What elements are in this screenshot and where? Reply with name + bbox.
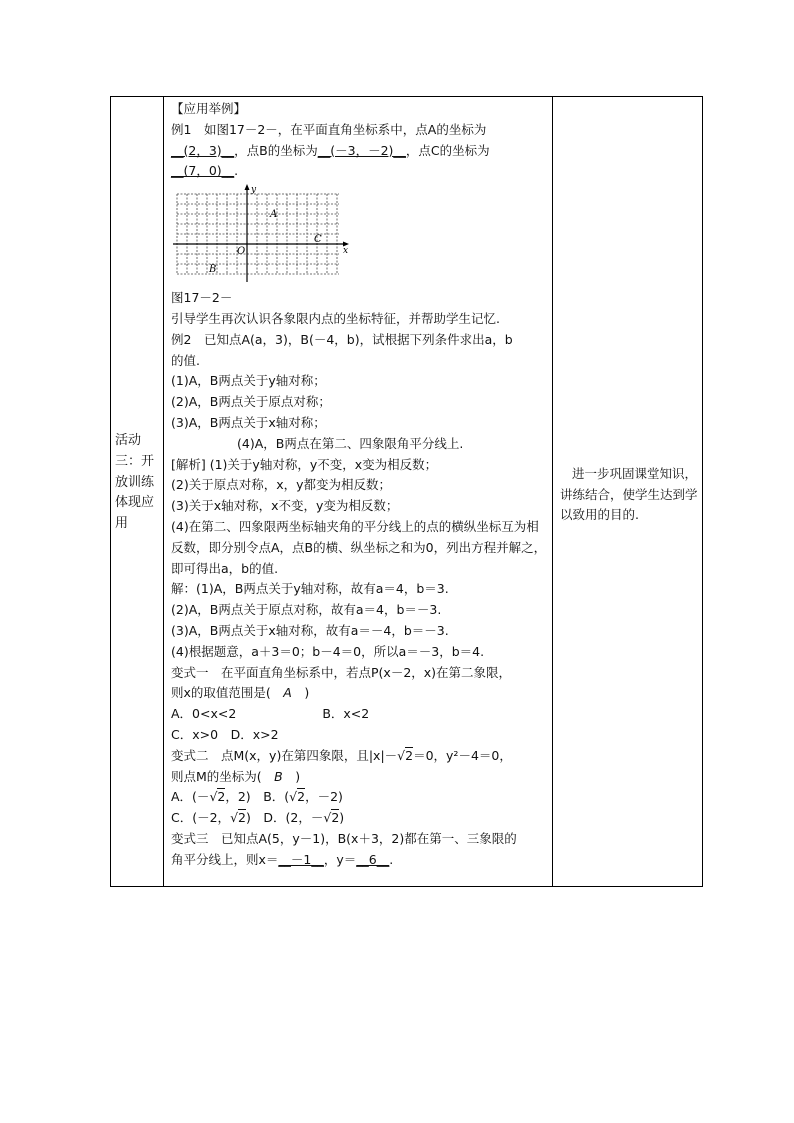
variant2-option-b: B．(√2，－2) <box>263 789 343 805</box>
solution-1: 解：(1)A，B两点关于y轴对称，故有a＝4，b＝3. <box>171 581 449 597</box>
section-heading: 【应用举例】 <box>171 101 247 116</box>
variant3-question-1: 变式三 已知点A(5，y－1)，B(x＋3，2)都在第一、三象限的 <box>171 830 517 846</box>
variant2-options-ab <box>171 787 549 808</box>
answer-b: __(－3，－2)__ <box>317 142 406 158</box>
variant3-answer-y: __6__ <box>356 851 390 867</box>
variant1-option-b: B．x<2 <box>322 706 370 722</box>
x-axis-label: x <box>343 246 349 257</box>
example2-stem-2: 的值. <box>171 352 200 368</box>
example2-cond-4: (4)A，B两点在第二、四象限角平分线上. <box>237 435 464 451</box>
coordinate-grid-svg <box>171 182 351 288</box>
origin-label: O <box>237 246 246 258</box>
variant1-options-cd <box>171 725 549 746</box>
variant1-option-c: C．x>0 <box>171 726 219 742</box>
variant3-answer-x: __－1__ <box>278 851 324 867</box>
y-axis-label: y <box>251 185 257 196</box>
variant3-question-2: 角平分线上，则x＝__－1__，y＝__6__. <box>171 851 394 867</box>
variant1-answer: A <box>283 685 292 701</box>
analysis-2: (2)关于原点对称，x，y都变为相反数； <box>171 477 392 493</box>
activity-column <box>111 97 164 886</box>
variant2-options-cd <box>171 808 549 829</box>
variant1-option-d: D．x>2 <box>230 726 279 742</box>
guide-text: 引导学生再次认识各象限内点的坐标特征，并帮助学生记忆. <box>171 310 500 326</box>
variant2-option-c: C．(－2，√2) <box>171 810 251 826</box>
variant2-option-d: D．(2，－√2) <box>263 810 345 826</box>
example2-stem-1: 例2 已知点A(a，3)，B(－4，b)，试根据下列条件求出a，b <box>171 331 513 347</box>
answer-c: __(7，0)__ <box>171 163 235 179</box>
sqrt-2: 2 <box>405 747 414 763</box>
analysis-4: (4)在第二、四象限两坐标轴夹角的平分线上的点的横纵坐标互为相反数，即分别令点A，点B的横、纵坐标之和为0，列出方程并解之，即可得出a，b的值. <box>171 518 547 576</box>
figure-caption: 图17－2－ <box>171 290 233 306</box>
example1-line2: __(2，3)__，点B的坐标为__(－3，－2)__，点C的坐标为 <box>171 142 490 158</box>
example2-cond-2: (2)A，B两点关于原点对称； <box>171 394 331 410</box>
activity-label: 活动三：开放训练体现应用 <box>115 433 155 532</box>
solution-4: (4)根据题意，a＋3＝0；b－4＝0，所以a＝－3，b＝4. <box>171 643 485 659</box>
analysis-3: (3)关于x轴对称，x不变，y变为相反数； <box>171 498 399 514</box>
solution-2: (2)A，B两点关于原点对称，故有a＝4，b＝－3. <box>171 602 442 618</box>
content-cell <box>171 99 549 871</box>
example2-cond-1: (1)A，B两点关于y轴对称； <box>171 373 326 389</box>
variant2-option-a: A．(－√2，2) <box>171 789 251 805</box>
analysis-1: [解析] (1)关于y轴对称，y不变，x变为相反数； <box>171 456 438 472</box>
variant2-answer: B <box>274 768 283 784</box>
variant1-question-1: 变式一 在平面直角坐标系中，若点P(x－2，x)在第二象限， <box>171 664 512 680</box>
variant1-option-a: A．0<x<2 <box>171 706 237 722</box>
variant2-question-1: 变式二 点M(x，y)在第四象限，且|x|－√2＝0，y²－4＝0， <box>171 747 512 763</box>
purpose-text: 进一步巩固课堂知识，讲练结合，使学生达到学以致用的目的. <box>560 466 698 522</box>
answer-a: __(2，3)__ <box>171 142 235 158</box>
example2-cond-3: (3)A，B两点关于x轴对称； <box>171 414 326 430</box>
y-axis-arrow <box>245 184 250 190</box>
point-c-label: C <box>314 234 322 246</box>
variant2-question-2: 则点M的坐标为( B ) <box>171 768 301 784</box>
lesson-table <box>110 96 703 887</box>
example1-line1: 例1 如图17－2－，在平面直角坐标系中，点A的坐标为 <box>171 121 487 137</box>
variant1-question-2: 则x的取值范围是( A ) <box>171 685 310 701</box>
variant1-options-ab <box>171 704 549 725</box>
example1-line3: __(7，0)__. <box>171 163 239 179</box>
coordinate-figure <box>171 182 549 288</box>
point-b-label: B <box>209 264 217 276</box>
purpose-column <box>552 97 702 886</box>
solution-3: (3)A，B两点关于x轴对称，故有a＝－4，b＝－3. <box>171 622 449 638</box>
point-a-label: A <box>270 209 278 221</box>
